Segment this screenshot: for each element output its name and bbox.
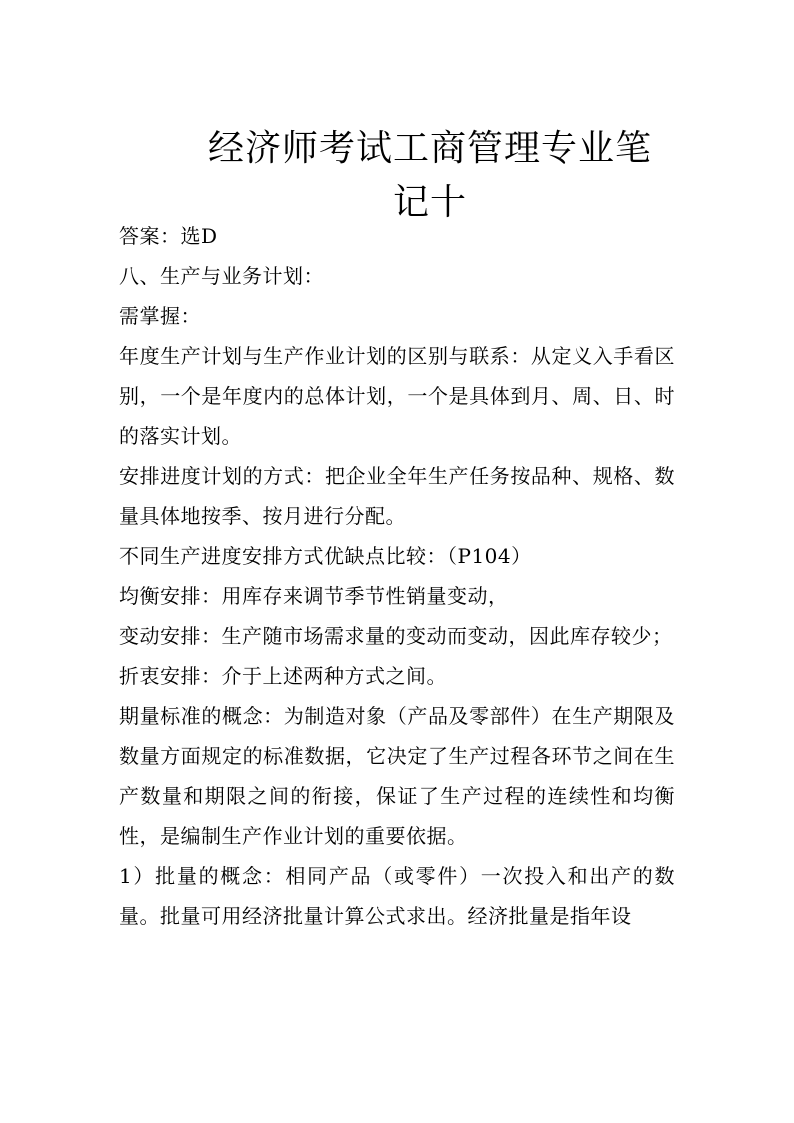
paragraph-plan-difference: 年度生产计划与生产作业计划的区别与联系：从定义入手看区别，一个是年度内的总体计划，一个是具体到月、周、日、时的落实计划。 <box>119 344 675 448</box>
paragraph-schedule-method: 安排进度计划的方式：把企业全年生产任务按品种、规格、数量具体地按季、按月进行分配。 <box>119 464 675 528</box>
answer-line: 答案：选D <box>119 224 218 248</box>
paragraph-batch-concept: 1）批量的概念：相同产品（或零件）一次投入和出产的数量。批量可用经济批量计算公式求出。经济批量是指年设 <box>119 864 675 928</box>
title-line-1: 经济师考试工商管理专业笔 <box>207 128 652 170</box>
paragraph-variable: 变动安排：生产随市场需求量的变动而变动，因此库存较少； <box>119 624 673 648</box>
paragraph-comparison: 不同生产进度安排方式优缺点比较：（P104） <box>119 544 532 568</box>
section-heading: 八、生产与业务计划： <box>119 264 324 288</box>
paragraph-standard-concept: 期量标准的概念：为制造对象（产品及零部件）在生产期限及数量方面规定的标准数据，它决定了生产过程各环节之间在生产数量和期限之间的衔接，保证了生产过程的连续性和均衡性，是编制生产作业计划的重要依据。 <box>119 704 675 848</box>
requirement-label: 需掌握： <box>119 304 201 328</box>
document-title <box>150 122 710 230</box>
paragraph-compromise: 折衷安排：介于上述两种方式之间。 <box>119 664 447 688</box>
document-body <box>119 216 675 936</box>
title-line-2: 记十 <box>392 182 467 224</box>
paragraph-balanced: 均衡安排：用库存来调节季节性销量变动， <box>119 584 509 608</box>
